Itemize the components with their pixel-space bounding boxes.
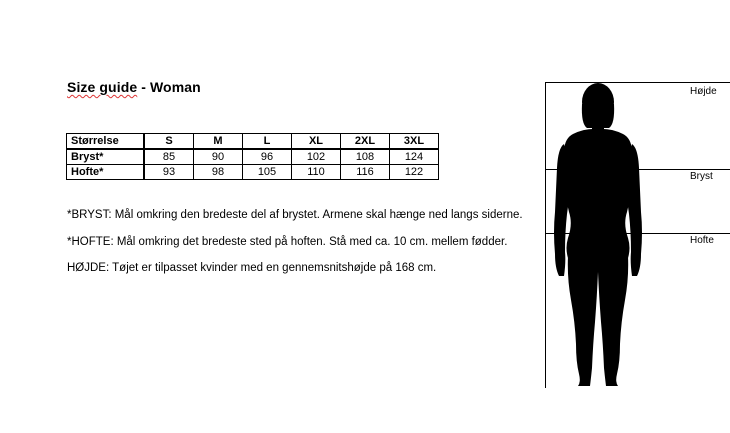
row-label-bryst: Bryst*: [67, 149, 145, 165]
table-cell: 102: [292, 149, 341, 165]
table-row-hofte: [67, 165, 439, 180]
note-hofte: *HOFTE: Mål omkring det bredeste sted på hoften. Stå med ca. 10 cm. mellem fødder.: [67, 236, 508, 248]
table-cell: 93: [144, 165, 194, 180]
size-header-3xl: 3XL: [390, 134, 439, 150]
size-header-2xl: 2XL: [341, 134, 390, 150]
note-hojde: HØJDE: Tøjet er tilpasset kvinder med en gennemsnitshøjde på 168 cm.: [67, 262, 437, 274]
table-cell: 116: [341, 165, 390, 180]
page-title: [67, 79, 201, 95]
table-cell: 110: [292, 165, 341, 180]
title-prefix: Size guide: [67, 79, 138, 95]
table-cell: 90: [194, 149, 243, 165]
header-label: Størrelse: [67, 134, 145, 150]
table-row-bryst: [67, 149, 439, 165]
table-cell: 105: [243, 165, 292, 180]
size-header-xl: XL: [292, 134, 341, 150]
size-header-m: M: [194, 134, 243, 150]
label-hojde: Højde: [690, 86, 717, 97]
note-bryst: *BRYST: Mål omkring den bredeste del af brystet. Armene skal hænge ned langs siderne.: [67, 209, 523, 221]
size-header-s: S: [144, 134, 194, 150]
label-bryst: Bryst: [690, 171, 713, 182]
table-cell: 85: [144, 149, 194, 165]
size-table-header-row: [67, 134, 439, 150]
size-table: [66, 133, 439, 180]
table-cell: 122: [390, 165, 439, 180]
woman-silhouette-icon: [545, 82, 665, 392]
table-cell: 108: [341, 149, 390, 165]
label-hofte: Hofte: [690, 235, 714, 246]
size-header-l: L: [243, 134, 292, 150]
table-cell: 124: [390, 149, 439, 165]
title-suffix: - Woman: [137, 79, 201, 95]
table-cell: 98: [194, 165, 243, 180]
row-label-hofte: Hofte*: [67, 165, 145, 180]
table-cell: 96: [243, 149, 292, 165]
